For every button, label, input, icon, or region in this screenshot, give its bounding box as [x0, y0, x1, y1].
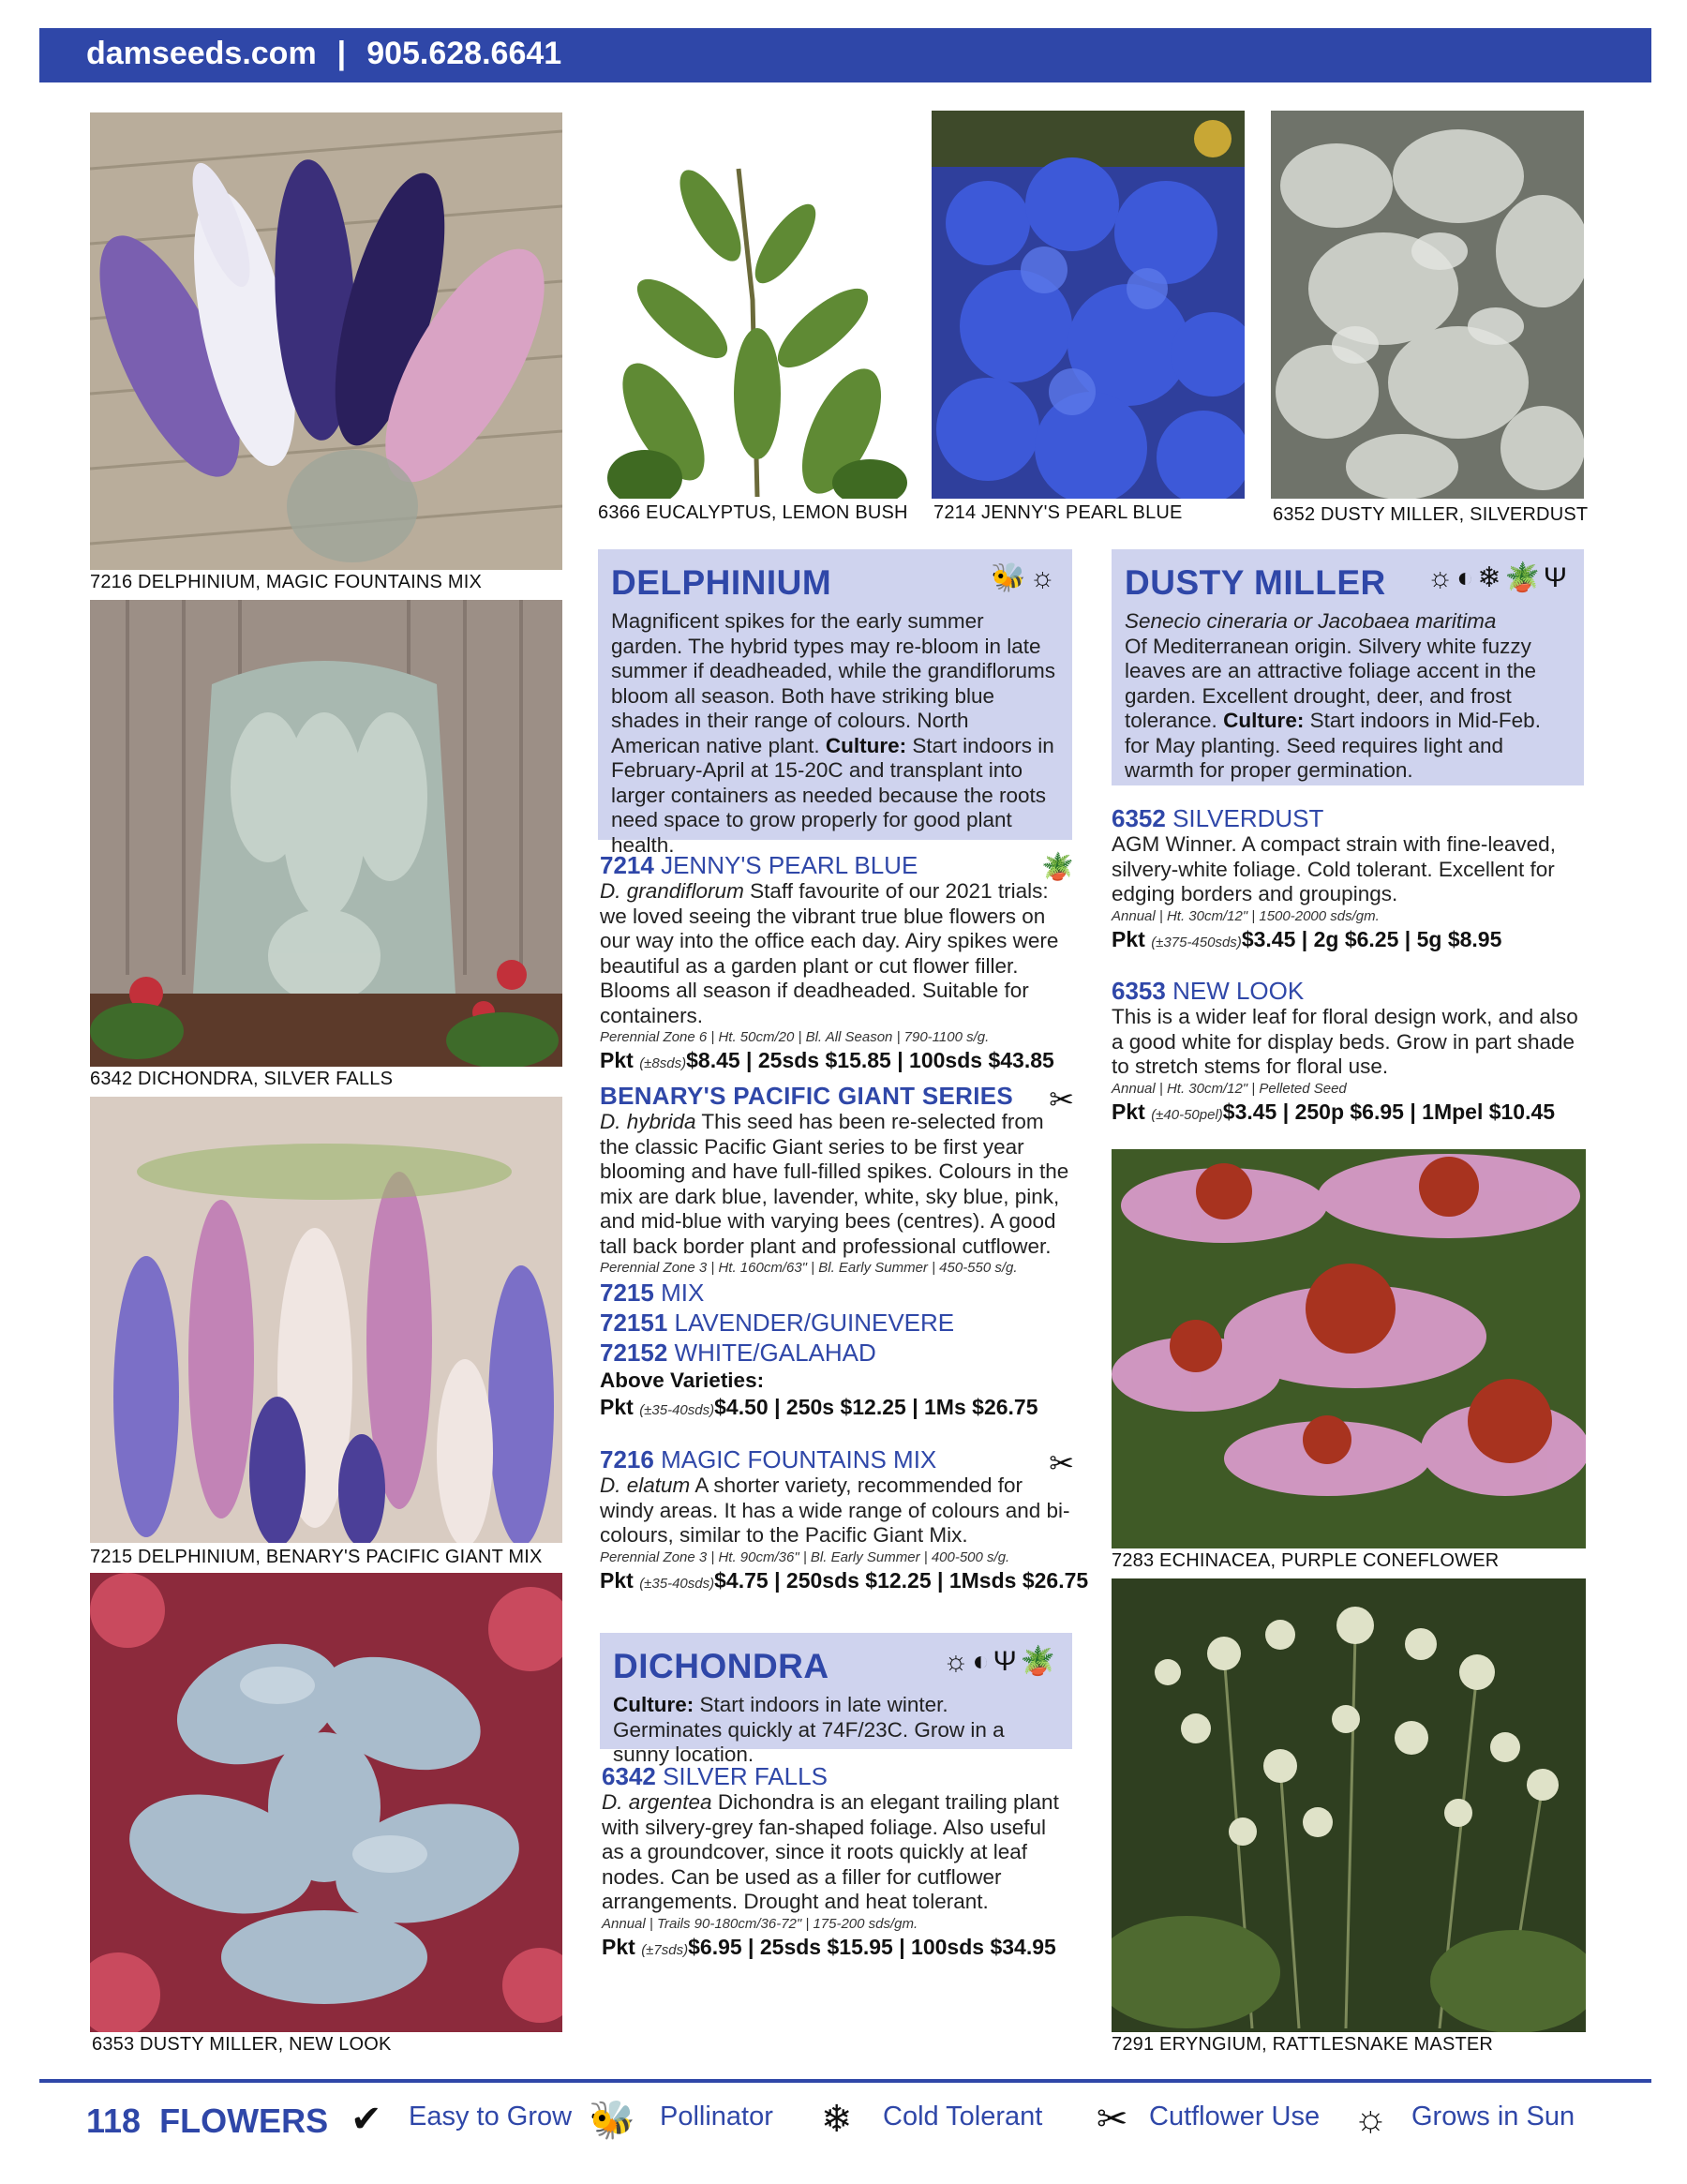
entry-7216-spec: Perennial Zone 3 | Ht. 90cm/36" | Bl. Early Summer | 400-500 s/g.	[600, 1548, 1010, 1565]
photo-eryngium-rattlesnake-master	[1112, 1578, 1586, 2032]
caption-6352: 6352 DUSTY MILLER, SILVERDUST	[1273, 504, 1589, 525]
caption-7291: 7291 ERYNGIUM, RATTLESNAKE MASTER	[1112, 2034, 1494, 2055]
photo-delphinium-magic-fountains	[90, 112, 562, 570]
delphinium-icons	[991, 564, 1059, 592]
caption-7216: 7216 DELPHINIUM, MAGIC FOUNTAINS MIX	[90, 572, 483, 592]
legend-grows-in-sun: Grows in Sun	[1411, 2102, 1575, 2132]
photo-dusty-miller-silverdust	[1271, 111, 1584, 499]
entry-7214-heading: 7214 JENNY'S PEARL BLUE	[600, 851, 918, 879]
check-icon: ✔	[351, 2099, 382, 2140]
entry-6353	[1112, 977, 1586, 1129]
caption-7214: 7214 JENNY'S PEARL BLUE	[933, 502, 1183, 523]
entry-6342: 6342 SILVER FALLS D. argentea Dichondra is an elegant trailing plant with silvery-grey fan-shaped foliage. Also useful as a groundcover, since it roots quickly at leaf nodes. Can be used as a filler for cutflower arrangements. Drought and heat tolerant. Annual | Trails 90-180cm/36-72" | 175-200 sds/gm. Pkt (±7sds)$6.95 | 25sds $15.95 | 100sds $34.95	[602, 1762, 1070, 1964]
entry-6342-desc: Dichondra is an elegant trailing plant with silvery-grey fan-shaped foliage. Also useful as a groundcover, since it roots quickly at leaf nodes. Can be used as a filler for cutflower arrangements. Drought and heat tolerant.	[602, 1790, 1059, 1913]
benarys-heading: BENARY'S PACIFIC GIANT SERIES	[600, 1082, 1014, 1110]
container-pot-icon: 🪴	[1041, 852, 1074, 881]
delphinium-info-box	[598, 549, 1072, 857]
entry-6342-heading: 6342 SILVER FALLS	[602, 1762, 828, 1790]
benarys-price: Pkt (±35-40sds)$4.50 | 250s $12.25 | 1Ms $26.75	[600, 1395, 1038, 1419]
sun-icon: ☼	[942, 1646, 973, 1677]
latin-name: D. grandiflorum	[600, 879, 744, 903]
drought-cactus-icon: Ψ	[1543, 562, 1571, 593]
entry-6353-price: Pkt (±40-50pel)$3.45 | 250p $6.95 | 1Mpel $10.45	[1112, 1099, 1556, 1124]
caption-6366: 6366 EUCALYPTUS, LEMON BUSH	[598, 502, 908, 523]
entry-7216-price: Pkt (±35-40sds)$4.75 | 250sds $12.25 | 1Msds $26.75	[600, 1567, 1089, 1593]
caption-7215: 7215 DELPHINIUM, BENARY'S PACIFIC GIANT MIX	[90, 1547, 543, 1567]
entry-6353-spec: Annual | Ht. 30cm/12" | Pelleted Seed	[1112, 1080, 1347, 1097]
sun-icon: ☼	[1029, 562, 1059, 593]
entry-6353-heading: 6353 NEW LOOK	[1112, 977, 1305, 1005]
photo-delphinium-benarys-mix	[90, 1097, 562, 1543]
entry-6342-price: Pkt (±7sds)$6.95 | 25sds $15.95 | 100sds $34.95	[602, 1934, 1056, 1959]
entry-7214	[600, 851, 1074, 1077]
snowflake-icon: ❄	[1477, 562, 1505, 593]
scissors-icon: ✂	[1097, 2099, 1128, 2140]
dichondra-icons	[943, 1648, 1059, 1676]
photo-dusty-miller-new-look	[90, 1573, 562, 2032]
photo-eucalyptus-lemon-bush	[598, 112, 910, 499]
above-varieties: Above Varieties:	[600, 1369, 765, 1392]
dusty-miller-culture: Start indoors in Mid-Feb. for May planting. Seed requires light and warmth for proper germination.	[1125, 709, 1541, 782]
legend-cutflower-use: Cutflower Use	[1149, 2102, 1321, 2132]
photo-jennys-pearl-blue	[932, 111, 1245, 499]
bee-icon: 🐝	[991, 562, 1030, 593]
drought-cactus-icon: Ψ	[993, 1646, 1021, 1677]
site-link[interactable]: damseeds.com	[86, 36, 317, 71]
caption-7283: 7283 ECHINACEA, PURPLE CONEFLOWER	[1112, 1550, 1500, 1571]
entry-7214-price: Pkt (±8sds)$8.45 | 25sds $15.85 | 100sds $43.85	[600, 1048, 1054, 1072]
entry-7216-desc: A shorter variety, recommended for windy areas. It has a wide range of colours and bi-colours, similar to the Pacific Giant Mix.	[600, 1473, 1070, 1547]
dusty-miller-icons	[1427, 564, 1571, 592]
variety-72152: 72152 WHITE/GALAHAD	[600, 1339, 876, 1367]
caption-6353: 6353 DUSTY MILLER, NEW LOOK	[92, 2034, 392, 2055]
entry-7214-spec: Perennial Zone 6 | Ht. 50cm/20 | Bl. All Season | 790-1100 s/g.	[600, 1029, 990, 1045]
header-bar	[39, 28, 1651, 82]
footer-rule	[39, 2079, 1651, 2083]
variety-72151: 72151 LAVENDER/GUINEVERE	[600, 1309, 955, 1337]
photo-dichondra-silver-falls	[90, 600, 562, 1067]
variety-7215: 7215 MIX	[600, 1279, 705, 1307]
dichondra-culture: Start indoors in late winter. Germinates quickly at 74F/23C. Grow in a sunny location.	[613, 1693, 1005, 1766]
scissors-icon: ✂	[1049, 1083, 1074, 1116]
bee-icon: 🐝	[589, 2100, 635, 2141]
delphinium-title: DELPHINIUM	[611, 563, 832, 602]
dichondra-info-box: DICHONDRA ☼◐Ψ🪴 Culture: Start indoors in late winter. Germinates quickly at 74F/23C. Grow in a sunny location.	[600, 1633, 1072, 1749]
entry-6352-spec: Annual | Ht. 30cm/12" | 1500-2000 sds/gm.	[1112, 907, 1380, 924]
culture-label: Culture:	[825, 733, 907, 757]
part-shade-icon: ◐	[972, 1646, 993, 1677]
dichondra-title: DICHONDRA	[613, 1647, 829, 1685]
benarys-desc: This seed has been re-selected from the classic Pacific Giant series to be first year blooming and have full-filled spikes. Colours in the mix are dark blue, lavender, white, sky blue, pink, and mid-blue with varying bees (centres). A good tall back border plant and professional cutflower.	[600, 1110, 1069, 1258]
entry-6352-price: Pkt (±375-450sds)$3.45 | 2g $6.25 | 5g $8.95	[1112, 926, 1502, 951]
dusty-miller-title: DUSTY MILLER	[1125, 563, 1386, 602]
dusty-miller-latin: Senecio cineraria or Jacobaea maritima	[1125, 609, 1497, 633]
entry-6352-heading: 6352 SILVERDUST	[1112, 804, 1324, 832]
caption-6342: 6342 DICHONDRA, SILVER FALLS	[90, 1069, 394, 1089]
snowflake-icon: ❄	[821, 2099, 853, 2140]
entry-7216-heading: 7216 MAGIC FOUNTAINS MIX	[600, 1445, 937, 1473]
header-separator: |	[336, 36, 347, 71]
entry-6342-spec: Annual | Trails 90-180cm/36-72" | 175-200 sds/gm.	[602, 1915, 918, 1932]
part-shade-icon: ◐	[1456, 562, 1478, 593]
entry-6352	[1112, 804, 1586, 956]
delphinium-culture: Start indoors in February-April at 15-20C and transplant into larger containers as needed because the roots need space to grow properly for good plant health.	[611, 733, 1054, 857]
photo-echinacea-purple-coneflower	[1112, 1149, 1586, 1548]
container-pot-icon: 🪴	[1504, 562, 1544, 593]
scissors-icon: ✂	[1049, 1446, 1074, 1480]
sun-icon: ☼	[1426, 562, 1457, 593]
entry-7214-desc: Staff favourite of our 2021 trials: we loved seeing the vibrant true blue flowers on our way into the office each day. Airy spikes were beautiful as a garden plant or cut flower filler. Blooms all season if deadheaded. Suitable for containers.	[600, 879, 1059, 1027]
footer-legend	[86, 2098, 1661, 2154]
page-number-section: 118 FLOWERS	[86, 2102, 329, 2140]
dusty-miller-intro: Of Mediterranean origin. Silvery white fuzzy leaves are an attractive foliage accent in the garden. Excellent drought, deer, and frost tolerance.	[1125, 634, 1537, 732]
phone-number[interactable]: 905.628.6641	[366, 36, 562, 71]
delphinium-intro: Magnificent spikes for the early summer garden. The hybrid types may re-bloom in late summer if deadheaded, while the grandiflorums bloom all season. Both have striking blue shades in their range of colours. North American native plant.	[611, 609, 1056, 757]
legend-cold-tolerant: Cold Tolerant	[883, 2102, 1043, 2132]
entry-6352-desc: AGM Winner. A compact strain with fine-leaved, silvery-white foliage. Cold tolerant. Excellent for edging borders and groupings.	[1112, 832, 1556, 905]
legend-easy-to-grow: Easy to Grow	[409, 2102, 573, 2132]
header-contact	[86, 36, 561, 72]
entry-benarys-series: BENARY'S PACIFIC GIANT SERIES ✂ D. hybrida This seed has been re-selected from the classic Pacific Giant series to be first year blooming and have full-filled spikes. Colours in the mix are dark blue, lavender, white, sky blue, pink, and mid-blue with varying bees (centres). A good tall back border plant and professional cutflower. Perennial Zone 3 | Ht. 160cm/63" | Bl. Early Summer | 450-550 s/g. 7215 MIX 72151 LAVENDER/GUINEVERE 72152 WHITE/GALAHAD Above Varieties: Pkt (±35-40sds)$4.50 | 250s $12.25 | 1Ms $26.75	[600, 1082, 1074, 1424]
container-pot-icon: 🪴	[1020, 1646, 1059, 1677]
dusty-miller-info-box: DUSTY MILLER ☼◐❄🪴Ψ Senecio cineraria or Jacobaea maritima Of Mediterranean origin. Silvery white fuzzy leaves are an attractive foliage accent in the garden. Excellent drought, deer, and frost tolerance. Culture: Start indoors in Mid-Feb. for May planting. Seed requires light and warmth for proper germination.	[1112, 549, 1584, 785]
benarys-spec: Perennial Zone 3 | Ht. 160cm/63" | Bl. Early Summer | 450-550 s/g.	[600, 1260, 1018, 1276]
entry-7216: 7216 MAGIC FOUNTAINS MIX ✂ D. elatum A shorter variety, recommended for windy areas. It has a wide range of colours and bi-colours, similar to the Pacific Giant Mix. Perennial Zone 3 | Ht. 90cm/36" | Bl. Early Summer | 400-500 s/g. Pkt (±35-40sds)$4.75 | 250sds $12.25 | 1Msds $26.75	[600, 1445, 1074, 1597]
sun-icon: ☼	[1353, 2098, 1388, 2139]
entry-6353-desc: This is a wider leaf for floral design work, and also a good white for display beds. Grow in part shade to stretch stems for floral use.	[1112, 1005, 1578, 1078]
legend-pollinator: Pollinator	[660, 2102, 773, 2132]
